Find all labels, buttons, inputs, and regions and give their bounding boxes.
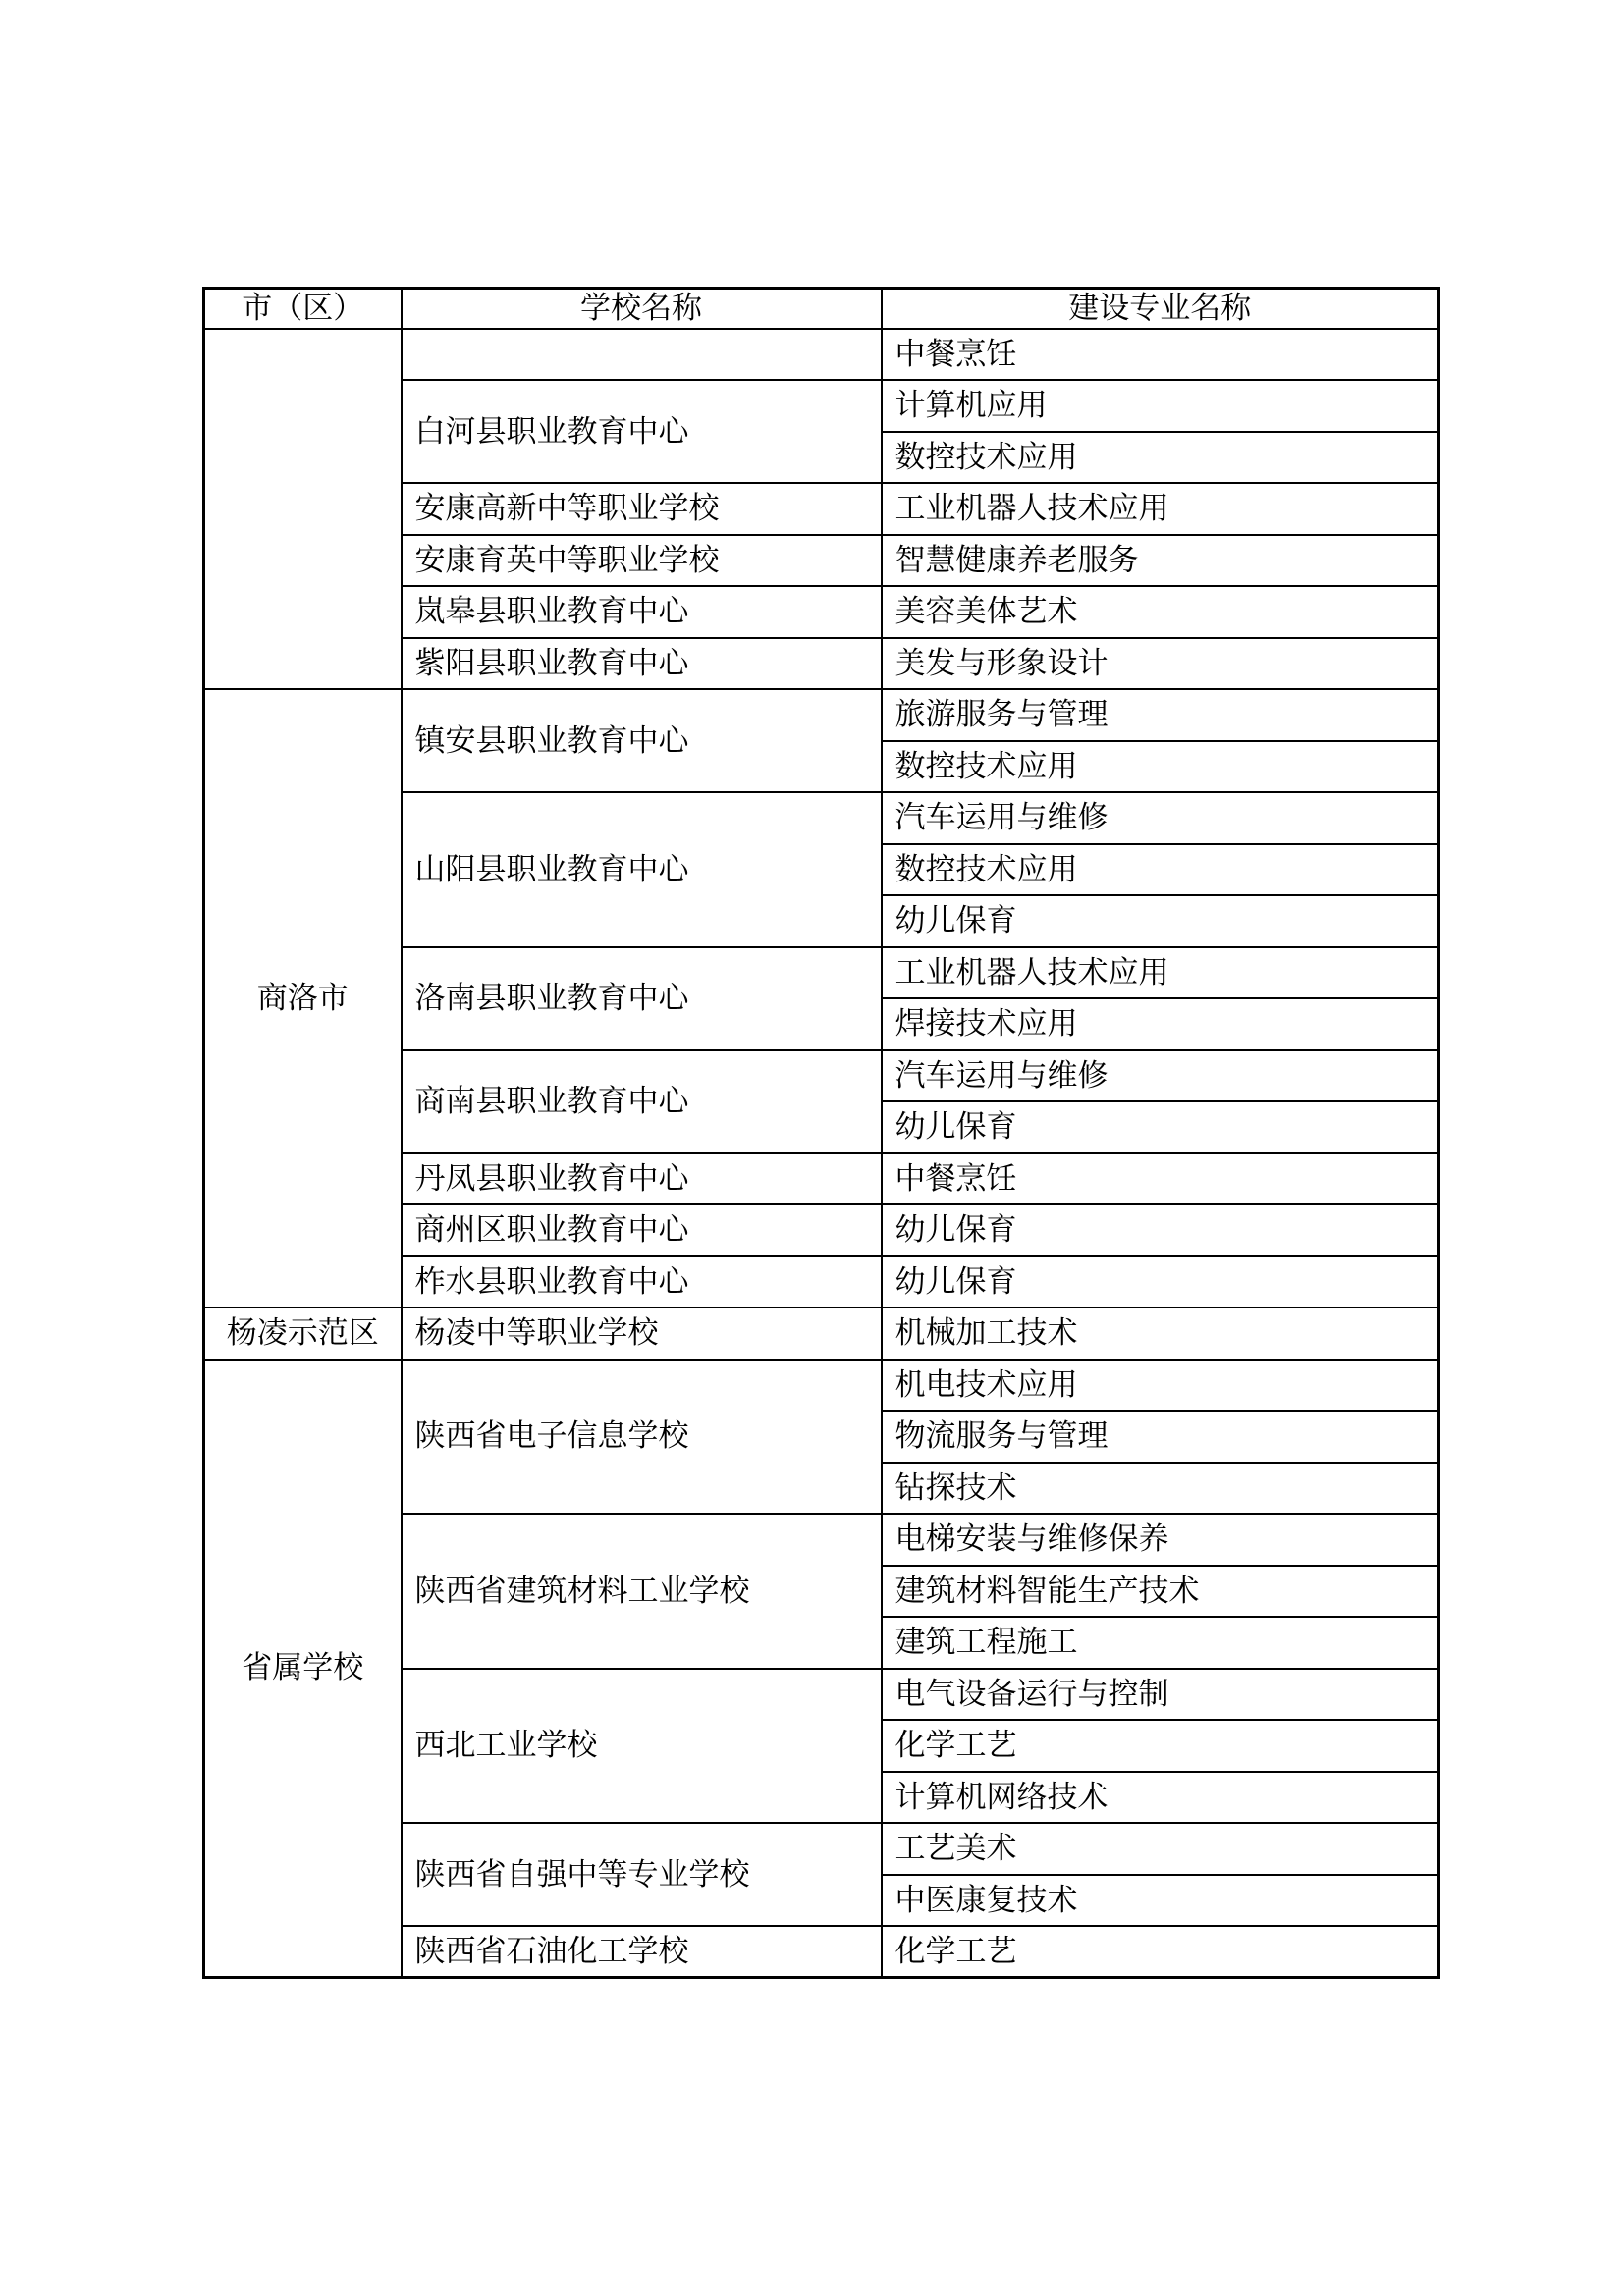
- school-cell: 陕西省自强中等专业学校: [402, 1823, 882, 1926]
- school-cell: 安康高新中等职业学校: [402, 483, 882, 535]
- school-cell: 安康育英中等职业学校: [402, 535, 882, 587]
- school-cell: 柞水县职业教育中心: [402, 1256, 882, 1308]
- major-cell: 工业机器人技术应用: [882, 947, 1439, 999]
- major-cell: 工艺美术: [882, 1823, 1439, 1875]
- school-cell: 山阳县职业教育中心: [402, 792, 882, 947]
- table-row: [204, 689, 1439, 741]
- school-cell: 岚皋县职业教育中心: [402, 586, 882, 638]
- header-major: 建设专业名称: [882, 289, 1439, 329]
- major-cell: 工业机器人技术应用: [882, 483, 1439, 535]
- major-cell: 幼儿保育: [882, 1101, 1439, 1153]
- table-row: [204, 1308, 1439, 1360]
- header-city: 市（区）: [204, 289, 402, 329]
- major-cell: 化学工艺: [882, 1926, 1439, 1978]
- major-cell: 数控技术应用: [882, 741, 1439, 793]
- school-cell: 陕西省建筑材料工业学校: [402, 1514, 882, 1669]
- major-cell: 幼儿保育: [882, 1204, 1439, 1256]
- major-cell: 数控技术应用: [882, 432, 1439, 484]
- major-cell: 智慧健康养老服务: [882, 535, 1439, 587]
- schools-majors-table: [202, 287, 1440, 1979]
- major-cell: 机械加工技术: [882, 1308, 1439, 1360]
- school-cell: 紫阳县职业教育中心: [402, 638, 882, 690]
- table-header: [204, 289, 1439, 329]
- major-cell: 旅游服务与管理: [882, 689, 1439, 741]
- major-cell: 幼儿保育: [882, 895, 1439, 947]
- major-cell: 电气设备运行与控制: [882, 1669, 1439, 1721]
- city-cell: 省属学校: [204, 1360, 402, 1978]
- school-cell: 白河县职业教育中心: [402, 380, 882, 483]
- school-cell: 西北工业学校: [402, 1669, 882, 1824]
- major-cell: 建筑工程施工: [882, 1617, 1439, 1669]
- major-cell: 中医康复技术: [882, 1875, 1439, 1927]
- major-cell: 计算机应用: [882, 380, 1439, 432]
- school-cell: 杨凌中等职业学校: [402, 1308, 882, 1360]
- school-cell: 商州区职业教育中心: [402, 1204, 882, 1256]
- city-cell: 杨凌示范区: [204, 1308, 402, 1360]
- major-cell: 机电技术应用: [882, 1360, 1439, 1412]
- major-cell: 钻探技术: [882, 1463, 1439, 1515]
- major-cell: 汽车运用与维修: [882, 792, 1439, 844]
- school-cell: [402, 329, 882, 381]
- table-body: [204, 329, 1439, 1978]
- table-row: [204, 1360, 1439, 1412]
- table-row: [204, 329, 1439, 381]
- major-cell: 美发与形象设计: [882, 638, 1439, 690]
- header-row: [204, 289, 1439, 329]
- major-cell: 中餐烹饪: [882, 1153, 1439, 1205]
- school-cell: 洛南县职业教育中心: [402, 947, 882, 1050]
- major-cell: 电梯安装与维修保养: [882, 1514, 1439, 1566]
- major-cell: 物流服务与管理: [882, 1411, 1439, 1463]
- major-cell: 中餐烹饪: [882, 329, 1439, 381]
- school-cell: 陕西省电子信息学校: [402, 1360, 882, 1515]
- city-cell: [204, 329, 402, 690]
- major-cell: 计算机网络技术: [882, 1772, 1439, 1824]
- major-cell: 幼儿保育: [882, 1256, 1439, 1308]
- major-cell: 建筑材料智能生产技术: [882, 1566, 1439, 1618]
- major-cell: 汽车运用与维修: [882, 1050, 1439, 1102]
- major-cell: 美容美体艺术: [882, 586, 1439, 638]
- city-cell: 商洛市: [204, 689, 402, 1308]
- major-cell: 焊接技术应用: [882, 998, 1439, 1050]
- major-cell: 数控技术应用: [882, 844, 1439, 896]
- school-cell: 陕西省石油化工学校: [402, 1926, 882, 1978]
- school-cell: 镇安县职业教育中心: [402, 689, 882, 792]
- major-cell: 化学工艺: [882, 1720, 1439, 1772]
- school-cell: 商南县职业教育中心: [402, 1050, 882, 1153]
- school-cell: 丹凤县职业教育中心: [402, 1153, 882, 1205]
- header-school: 学校名称: [402, 289, 882, 329]
